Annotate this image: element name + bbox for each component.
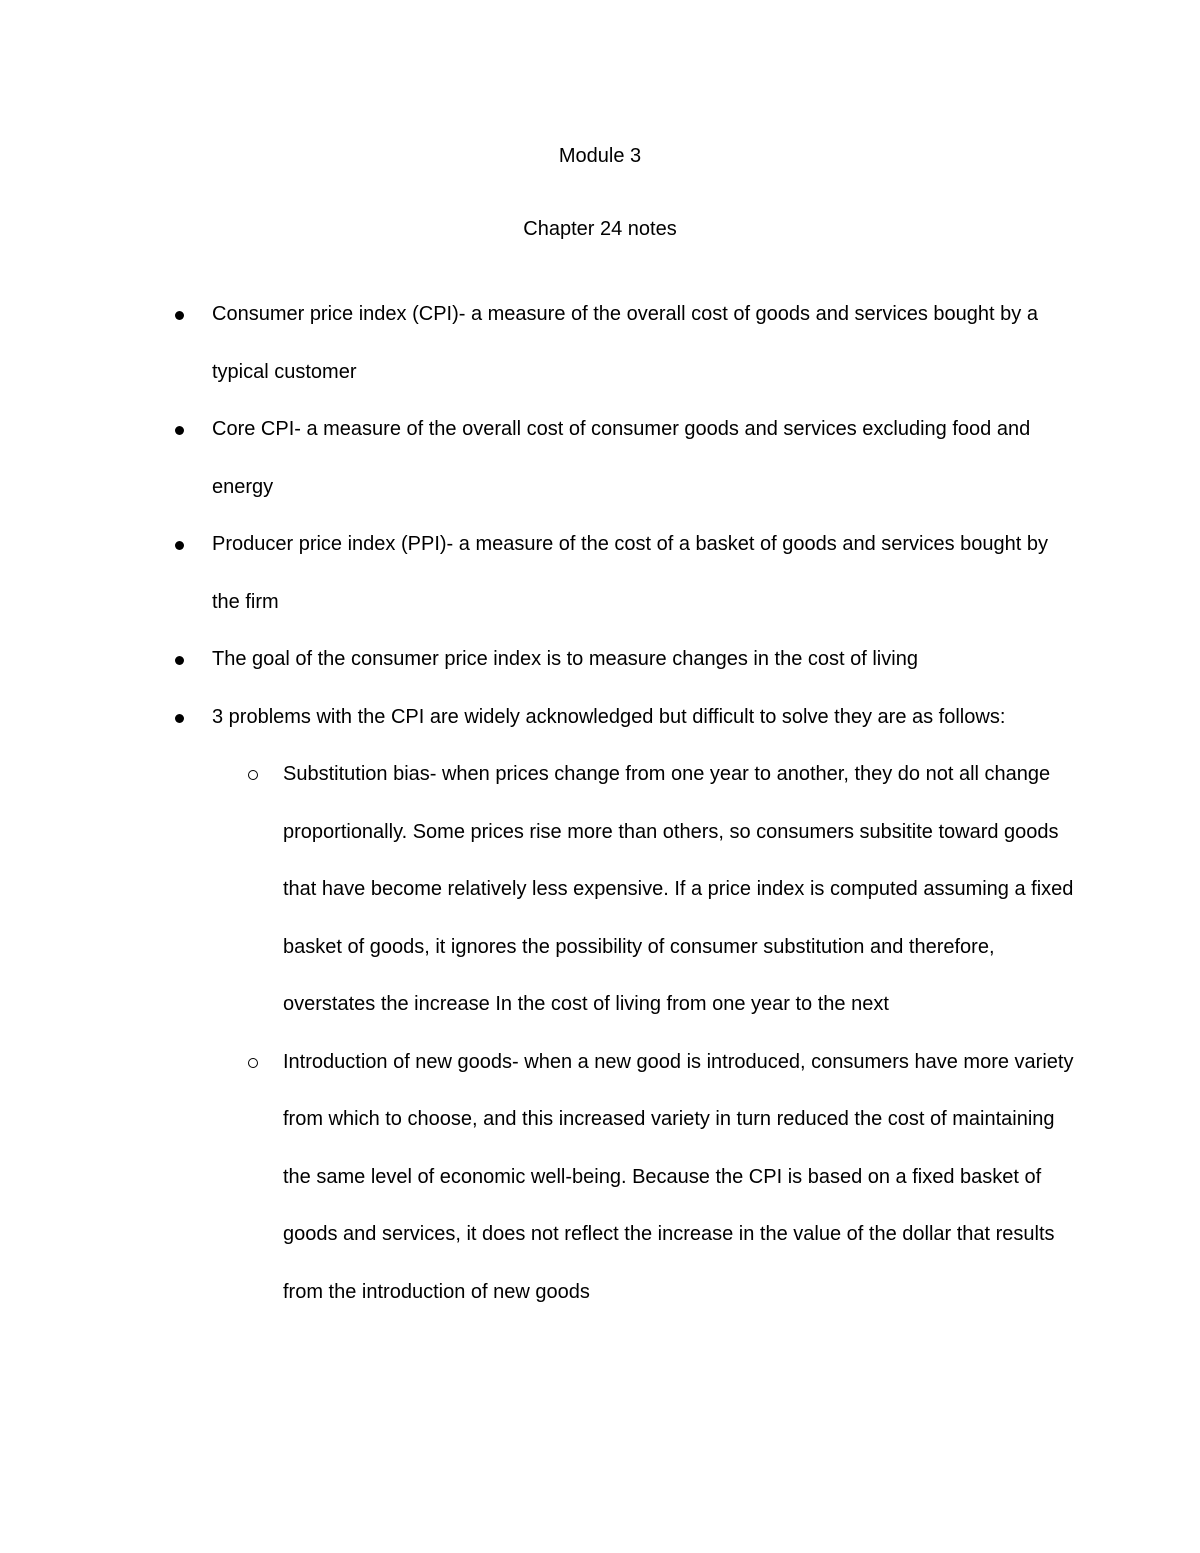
- list-item-text: Producer price index (PPI)- a measure of the cost of a basket of goods and services bought by the firm: [212, 533, 1049, 613]
- bullet-icon: [175, 311, 184, 320]
- sub-list-item: [212, 1034, 1080, 1322]
- bullet-icon: [175, 656, 184, 665]
- sub-list-item: [212, 746, 1080, 1034]
- list-item-text: 3 problems with the CPI are widely acknowledged but difficult to solve they are as follows:: [212, 705, 1006, 728]
- list-item: [0, 689, 1200, 1322]
- list-item: [0, 516, 1200, 631]
- list-item: [0, 401, 1200, 516]
- bullet-icon: [175, 426, 184, 435]
- hollow-bullet-icon: [248, 1058, 258, 1068]
- sub-list-item-text: Substitution bias- when prices change from one year to another, they do not all change proportionally. Some prices rise more than others, so consumers subsitite toward goods that have become relatively less expensive. If a price index is computed assuming a fixed basket of goods, it ignores the possibility of consumer substitution and therefore, overstates the increase In the cost of living from one year to the next: [283, 763, 1074, 1015]
- page-title: Module 3: [558, 145, 642, 167]
- list-item-text: The goal of the consumer price index is to measure changes in the cost of living: [212, 648, 918, 670]
- sub-list: [212, 746, 1080, 1321]
- notes-list: [0, 286, 1200, 1321]
- list-item-text: Consumer price index (CPI)- a measure of the overall cost of goods and services bought by a typical customer: [212, 303, 1038, 383]
- page-subtitle: Chapter 24 notes: [523, 218, 677, 240]
- hollow-bullet-icon: [248, 770, 258, 780]
- bullet-icon: [175, 541, 184, 550]
- list-item-text: Core CPI- a measure of the overall cost of consumer goods and services excluding food and energy: [212, 418, 1031, 498]
- list-item: [0, 631, 1200, 689]
- list-item: [0, 286, 1200, 401]
- bullet-icon: [175, 714, 184, 723]
- sub-list-item-text: Introduction of new goods- when a new good is introduced, consumers have more variety from which to choose, and this increased variety in turn reduced the cost of maintaining the same level of economic well-being. Because the CPI is based on a fixed basket of goods and services, it does not reflect the increase in the value of the dollar that results from the introduction of new goods: [283, 1050, 1074, 1303]
